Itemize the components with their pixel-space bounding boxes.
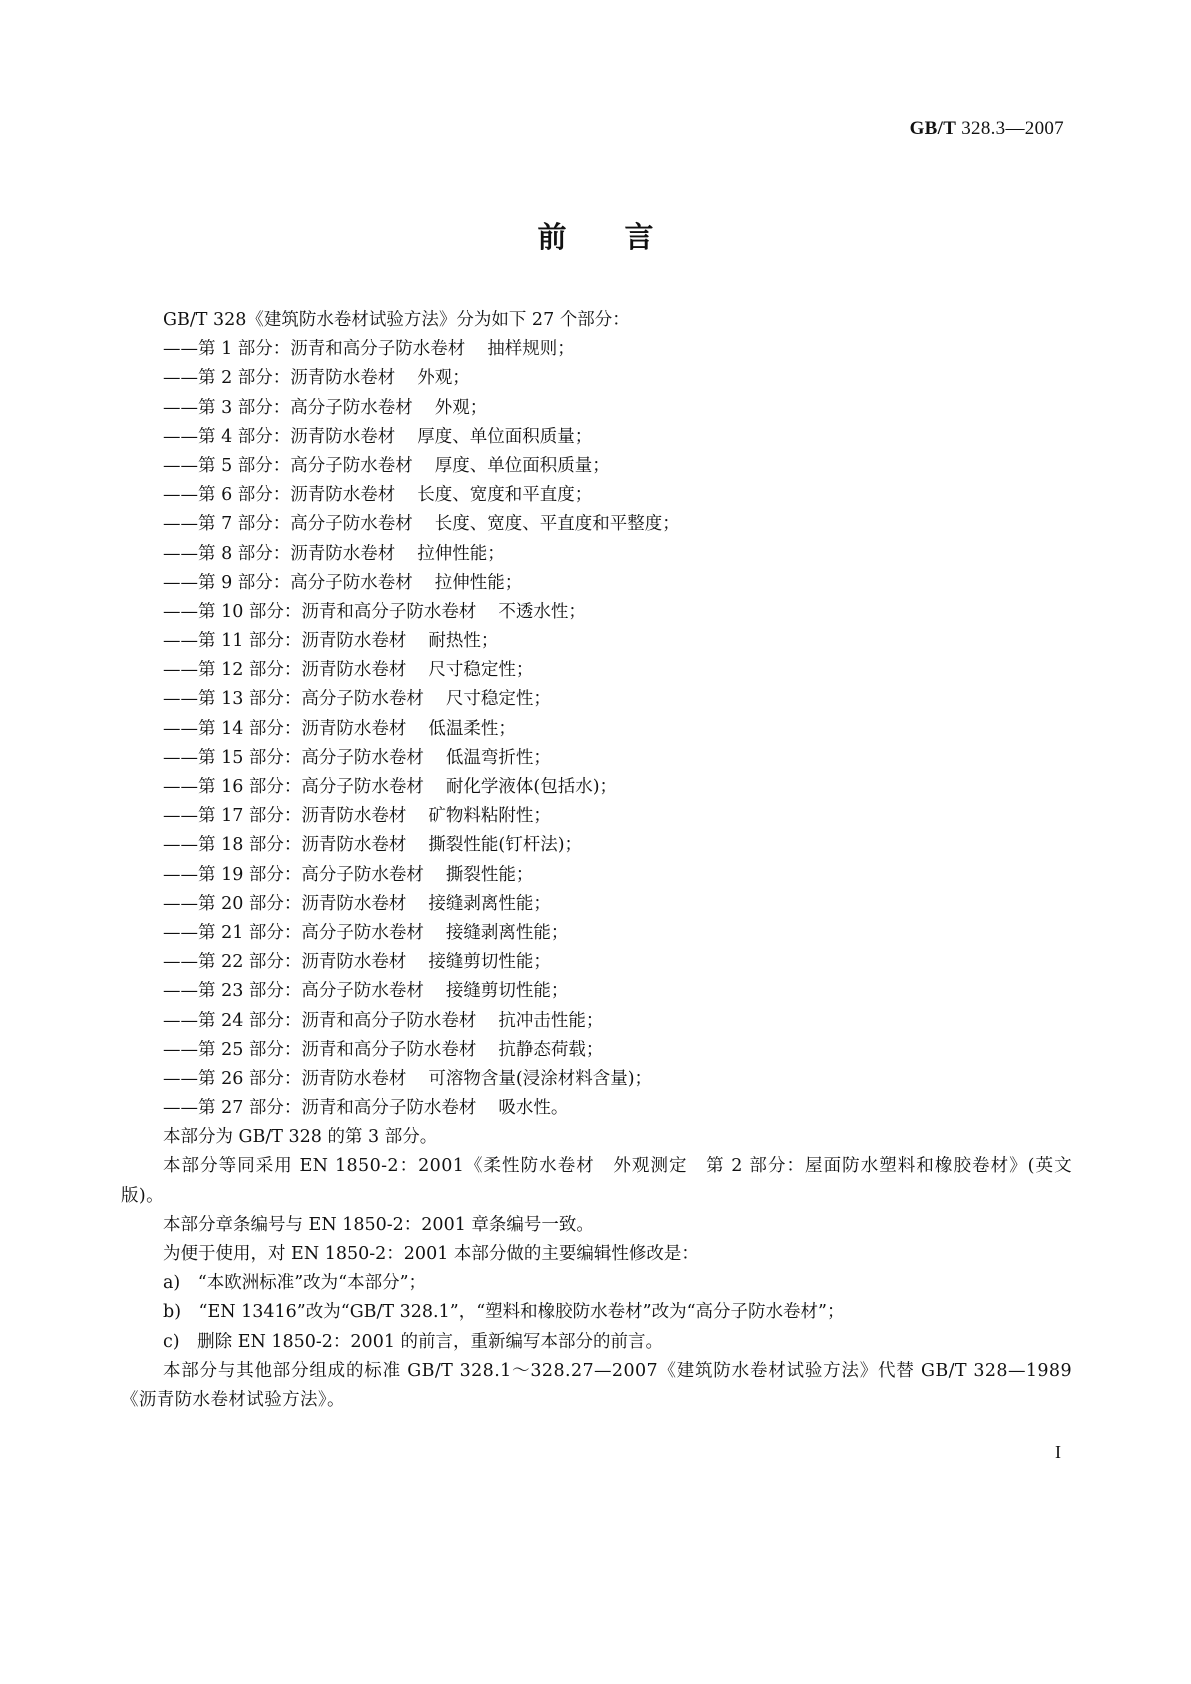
part-label: ——第 17 部分：沥青防水卷材 [163,806,407,827]
part-label: ——第 2 部分：沥青防水卷材 [163,368,396,389]
part-label: ——第 14 部分：沥青防水卷材 [163,718,407,739]
part-topic: 抗静态荷载； [498,1039,604,1060]
part-topic: 接缝剪切性能； [428,952,551,973]
part-topic: 矿物料粘附性； [428,806,551,827]
part-label: ——第 4 部分：沥青防水卷材 [163,426,396,447]
part-topic: 拉伸性能； [434,572,523,593]
part-topic: 撕裂性能(钉杆法)； [428,835,583,856]
part-topic: 厚度、单位面积质量； [434,455,610,476]
part-label: ——第 3 部分：高分子防水卷材 [163,397,413,418]
part-topic: 外观； [417,368,470,389]
list-item [121,335,1072,364]
part-topic: 接缝剥离性能； [428,893,551,914]
part-topic: 耐热性； [428,631,499,652]
list-item [121,364,1072,393]
part-label: ——第 11 部分：沥青防水卷材 [163,631,407,652]
part-topic: 接缝剪切性能； [445,981,569,1002]
part-topic: 不透水性； [498,601,586,622]
page-number: I [1055,1442,1061,1462]
list-item [121,802,1072,831]
list-item [121,656,1072,685]
part-topic: 拉伸性能； [417,543,505,564]
page-title: 前言 [537,220,712,254]
part-label: ——第 15 部分：高分子防水卷材 [163,747,424,768]
list-item [121,510,1072,539]
part-topic: 低温柔性； [428,718,516,739]
part-label: ——第 8 部分：沥青防水卷材 [163,543,396,564]
part-topic: 厚度、单位面积质量； [417,426,593,447]
list-item [121,394,1072,423]
edits-intro-paragraph: 为便于使用，对 EN 1850-2：2001 本部分做的主要编辑性修改是： [163,1244,699,1265]
list-item [121,948,1072,977]
numbering-paragraph: 本部分章条编号与 EN 1850-2：2001 章条编号一致。 [163,1214,594,1235]
replaces-paragraph: 本部分与其他部分组成的标准 GB/T 328.1～328.27—2007《建筑防水卷材试验方法》代替 GB/T 328—1989《沥青防水卷材试验方法》。 [121,1360,1072,1410]
part-label: ——第 1 部分：沥青和高分子防水卷材 [163,339,466,360]
part-label: ——第 19 部分：高分子防水卷材 [163,864,424,885]
part-topic: 外观； [434,397,488,418]
list-item [121,685,1072,714]
standard-code [910,118,1064,140]
list-item [121,715,1072,744]
part-topic: 接缝剥离性能； [445,922,569,943]
list-item [121,1065,1072,1094]
part-label: ——第 6 部分：沥青防水卷材 [163,485,396,506]
part-label: ——第 25 部分：沥青和高分子防水卷材 [163,1039,477,1060]
foreword-body [121,306,1072,1415]
part-topic: 吸水性。 [498,1098,569,1119]
part-label: ——第 10 部分：沥青和高分子防水卷材 [163,601,477,622]
list-item [121,452,1072,481]
list-item [121,831,1072,860]
part-label: ——第 9 部分：高分子防水卷材 [163,572,413,593]
part-topic: 可溶物含量(浸涂材料含量)； [428,1068,653,1089]
part-topic: 撕裂性能； [445,864,534,885]
list-item [121,977,1072,1006]
list-item [121,744,1072,773]
edit-item-b: b) “EN 13416”改为“GB/T 328.1”，“塑料和橡胶防水卷材”改为“高分子防水卷材”； [163,1302,845,1323]
list-item [121,1036,1072,1065]
list-item [121,773,1072,802]
parts-list [121,335,1072,1123]
part-label: ——第 24 部分：沥青和高分子防水卷材 [163,1010,477,1031]
part-label: ——第 23 部分：高分子防水卷材 [163,981,424,1002]
part-topic: 长度、宽度和平直度； [417,485,593,506]
part-label: ——第 26 部分：沥青防水卷材 [163,1068,407,1089]
intro-paragraph: GB/T 328《建筑防水卷材试验方法》分为如下 27 个部分： [163,310,630,330]
list-item [121,598,1072,627]
list-item [121,919,1072,948]
adoption-paragraph: 本部分等同采用 EN 1850-2：2001《柔性防水卷材 外观测定 第 2 部分：屋面防水塑料和橡胶卷材》(英文版)。 [121,1156,1072,1206]
list-item [121,423,1072,452]
part-topic: 抽样规则； [487,339,575,360]
part-label: ——第 21 部分：高分子防水卷材 [163,922,424,943]
list-item [121,861,1072,890]
list-item [121,569,1072,598]
list-item [121,1007,1072,1036]
part-topic: 尺寸稳定性； [428,660,534,681]
part-label: ——第 20 部分：沥青防水卷材 [163,893,407,914]
part-topic: 长度、宽度、平直度和平整度； [434,514,680,535]
part-label: ——第 12 部分：沥青防水卷材 [163,660,407,681]
standard-code-number: 328.3—2007 [956,118,1064,139]
part-topic: 抗冲击性能； [498,1010,604,1031]
part-label: ——第 5 部分：高分子防水卷材 [163,455,413,476]
edit-item-c: c) 删除 EN 1850-2：2001 的前言，重新编写本部分的前言。 [163,1331,664,1352]
part-label: ——第 27 部分：沥青和高分子防水卷材 [163,1098,477,1119]
part-topic: 耐化学液体(包括水)； [445,777,618,797]
part-topic: 尺寸稳定性； [445,689,551,710]
part-label: ——第 7 部分：高分子防水卷材 [163,514,413,535]
edit-item-a: a) “本欧洲标准”改为“本部分”； [163,1273,427,1294]
part-label: ——第 22 部分：沥青防水卷材 [163,952,407,973]
part-topic: 低温弯折性； [445,747,551,768]
part-of-paragraph: 本部分为 GB/T 328 的第 3 部分。 [163,1127,438,1148]
standard-code-prefix: GB/T [909,118,957,139]
part-label: ——第 16 部分：高分子防水卷材 [163,777,424,797]
list-item [121,540,1072,569]
list-item [121,481,1072,510]
list-item [121,1094,1072,1123]
list-item [121,890,1072,919]
part-label: ——第 13 部分：高分子防水卷材 [163,689,424,710]
list-item [121,627,1072,656]
part-label: ——第 18 部分：沥青防水卷材 [163,835,407,856]
